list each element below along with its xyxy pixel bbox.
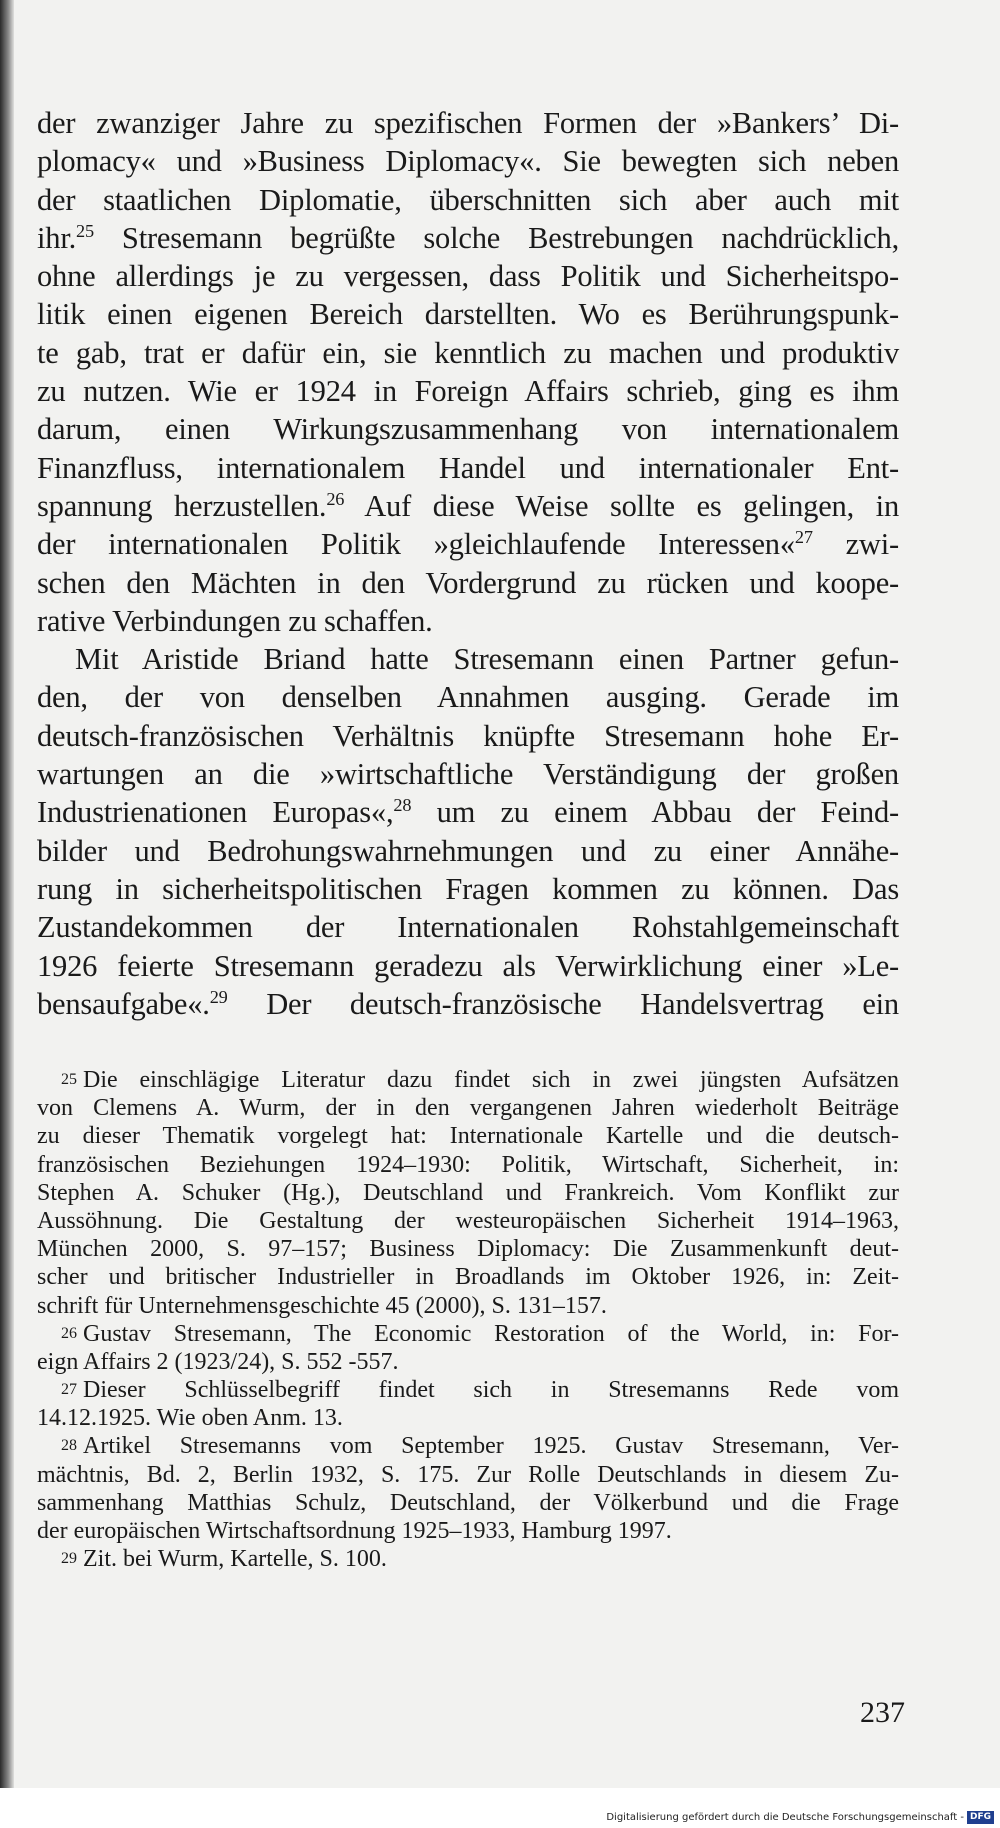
text-segment: zwi- (812, 527, 899, 562)
text-line: rung in sicherheitspolitischen Fragen kommen zu können. Das (37, 871, 899, 906)
text-line: der zwanziger Jahre zu spezifischen Formen der »Bankers’ Di- (37, 106, 899, 140)
text-line: te gab, trat er dafür ein, sie kenntlich zu machen und produktiv (37, 335, 899, 370)
text-segment: ihr. (37, 220, 77, 255)
footnote-line: München 2000, S. 97–157; Business Diplomacy: Die Zusammenkunft deut- (37, 1236, 899, 1263)
footnote-text: Gustav Stresemann, The Economic Restoration of the World, in: For- (83, 1320, 899, 1347)
footnote-line: französischen Beziehungen 1924–1930: Politik, Wirtschaft, Sicherheit, in: (37, 1151, 899, 1178)
text-segment: um zu einem Abbau der Feind- (411, 795, 899, 830)
text-line: zu nutzen. Wie er 1924 in Foreign Affairs schrieb, ging es ihm (37, 374, 899, 409)
text-line (37, 793, 899, 831)
footnote-line: 14.12.1925. Wie oben Anm. 13. (37, 1405, 343, 1432)
text-line (37, 219, 899, 257)
footnote-line (37, 1376, 899, 1404)
footnote-number: 27 (61, 1381, 77, 1399)
footnote-number: 25 (61, 1071, 77, 1088)
footnote-line: von Clemens A. Wurm, der in den vergangenen Jahren wiederholt Beiträge (37, 1095, 899, 1122)
text-line (37, 487, 899, 525)
text-line: deutsch-französischen Verhältnis knüpfte Stresemann hohe Er- (37, 718, 899, 753)
text-segment: Stresemann begrüßte solche Bestrebungen nachdrücklich, (93, 220, 899, 255)
footnote-ref-25[interactable]: 25 (76, 220, 94, 241)
footnotes (37, 1066, 899, 1573)
text-line (37, 525, 899, 563)
text-line: ohne allerdings je zu vergessen, dass Politik und Sicherheitspo- (37, 259, 899, 294)
footnote-ref-28[interactable]: 28 (393, 795, 412, 816)
footnote-line: Stephen A. Schuker (Hg.), Deutschland und Frankreich. Vom Konflikt zur (37, 1179, 899, 1206)
footnote-number: 26 (61, 1324, 77, 1342)
text-line (37, 985, 899, 1023)
text-line: plomacy« und »Business Diplomacy«. Sie bewegten sich neben (37, 144, 899, 179)
main-text (37, 104, 899, 1023)
text-line: bilder und Bedrohungswahrnehmungen und zu einer Annähe- (37, 833, 899, 868)
text-line: rative Verbindungen zu schaffen. (37, 603, 433, 638)
footnote-line: Aussöhnung. Die Gestaltung der westeuropäischen Sicherheit 1914–1963, (37, 1207, 899, 1234)
footnote-text: Artikel Stresemanns vom September 1925. Gustav Stresemann, Ver- (83, 1433, 899, 1460)
footnote-ref-27[interactable]: 27 (794, 527, 813, 548)
footnote-line (37, 1432, 899, 1460)
text-line: Zustandekommen der Internationalen Rohstahlgemeinschaft (37, 910, 899, 945)
credit-text: Digitalisierung gefördert durch die Deutsche Forschungsgemeinschaft - (606, 1812, 964, 1823)
text-line: wartungen an die »wirtschaftliche Verständigung der großen (37, 757, 899, 792)
footnote-line: zu dieser Thematik vorgelegt hat: Internationale Kartelle und die deutsch- (37, 1123, 899, 1150)
footnote-line: schrift für Unternehmensgeschichte 45 (2000), S. 131–157. (37, 1292, 607, 1319)
footnote-text: Zit. bei Wurm, Kartelle, S. 100. (83, 1546, 387, 1573)
footnote-line: sammenhang Matthias Schulz, Deutschland, der Völkerbund und die Frage (37, 1489, 899, 1516)
footnote-line (37, 1320, 899, 1348)
text-line: Mit Aristide Briand hatte Stresemann einen Partner gefun- (75, 642, 899, 677)
footnote-text: Die einschlägige Literatur dazu findet sich in zwei jüngsten Aufsätzen (83, 1067, 899, 1093)
page-gutter-shadow (0, 0, 14, 1828)
footnote-number: 28 (61, 1437, 77, 1455)
text-segment: Auf diese Weise sollte es gelingen, in (344, 488, 900, 523)
footnote-line (37, 1066, 899, 1094)
text-line: den, der von denselben Annahmen ausging. Gerade im (37, 680, 899, 715)
text-line: schen den Mächten in den Vordergrund zu rücken und koope- (37, 565, 899, 600)
footnote-line: mächtnis, Bd. 2, Berlin 1932, S. 175. Zur Rolle Deutschlands in diesem Zu- (37, 1461, 899, 1488)
text-segment: spannung herzustellen. (37, 488, 327, 523)
text-line: litik einen eigenen Bereich darstellten. Wo es Berührungspunk- (37, 297, 899, 332)
text-segment: der internationalen Politik »gleichlaufende Interessen« (37, 527, 795, 562)
footnote-ref-29[interactable]: 29 (209, 986, 228, 1007)
dfg-logo-icon: DFG (967, 1811, 994, 1824)
text-segment: Industrienationen Europas«, (37, 795, 394, 830)
text-line: darum, einen Wirkungszusammenhang von internationalem (37, 412, 899, 447)
text-segment: bensaufgabe«. (37, 986, 210, 1021)
text-line: der staatlichen Diplomatie, überschnitten sich aber auch mit (37, 182, 899, 217)
text-line: Finanzfluss, internationalem Handel und internationaler Ent- (37, 450, 899, 485)
text-segment: Der deutsch-französische Handelsvertrag ein (266, 986, 899, 1021)
footnote-line: der europäischen Wirtschaftsordnung 1925–1933, Hamburg 1997. (37, 1518, 672, 1544)
page-number: 237 (860, 1696, 905, 1729)
footnote-ref-26[interactable]: 26 (326, 488, 345, 509)
text-line: 1926 feierte Stresemann geradezu als Verwirklichung einer »Le- (37, 948, 899, 983)
digitization-credit (606, 1811, 994, 1824)
footnote-line (37, 1545, 899, 1573)
footnote-line: eign Affairs 2 (1923/24), S. 552 -557. (37, 1348, 399, 1375)
footnote-text: Dieser Schlüsselbegriff findet sich in Stresemanns Rede vom (83, 1377, 899, 1404)
footnote-number: 29 (61, 1550, 77, 1568)
footnote-line: scher und britischer Industrieller in Broadlands im Oktober 1926, in: Zeit- (37, 1264, 899, 1291)
